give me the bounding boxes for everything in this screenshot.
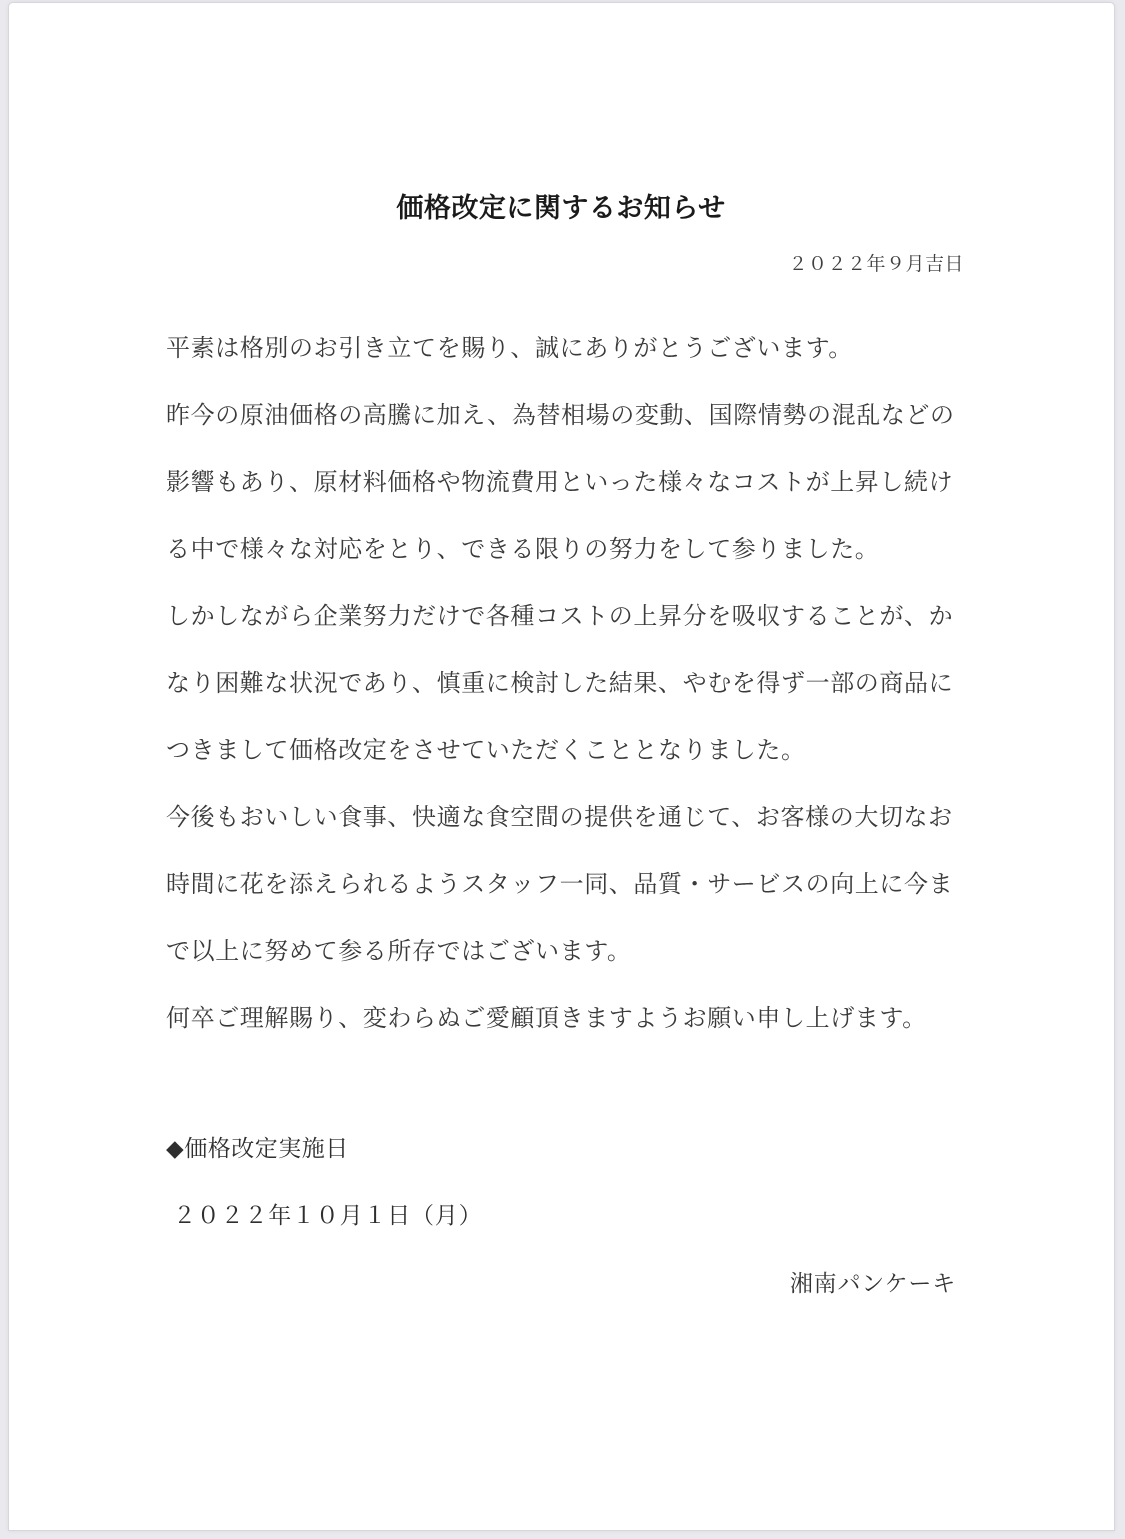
body-line: 影響もあり、原材料価格や物流費用といった様々なコストが上昇し続け <box>166 470 954 496</box>
body-line: 何卒ご理解賜り、変わらぬご愛顧頂きますようお願い申し上げます。 <box>166 1006 927 1032</box>
document-body <box>166 312 966 1049</box>
issue-date: ２０２２年９月吉日 <box>788 254 964 275</box>
body-line: 平素は格別のお引き立てを賜り、誠にありがとうございます。 <box>166 336 853 362</box>
document-page <box>8 2 1115 1531</box>
company-signature: 湘南パンケーキ <box>789 1271 956 1296</box>
body-line: る中で様々な対応をとり、できる限りの努力をして参りました。 <box>166 537 880 563</box>
body-line: つきまして価格改定をさせていただくこととなりました。 <box>166 738 806 764</box>
section-heading-revision-date: ◆価格改定実施日 <box>166 1136 349 1161</box>
body-line: なり困難な状況であり、慎重に検討した結果、やむを得ず一部の商品に <box>166 671 954 697</box>
body-line: 今後もおいしい食事、快適な食空間の提供を通じて、お客様の大切なお <box>166 805 953 831</box>
body-line: で以上に努めて参る所存ではございます。 <box>166 939 632 965</box>
body-line: しかしながら企業努力だけで各種コストの上昇分を吸収することが、か <box>166 604 954 630</box>
body-line: 時間に花を添えられるようスタッフ一同、品質・サービスの向上に今ま <box>166 872 954 898</box>
effective-date: ２０２２年１０月１日（月） <box>173 1203 483 1228</box>
document-title: 価格改定に関するお知らせ <box>396 193 726 223</box>
body-line: 昨今の原油価格の高騰に加え、為替相場の変動、国際情勢の混乱などの <box>166 403 955 429</box>
